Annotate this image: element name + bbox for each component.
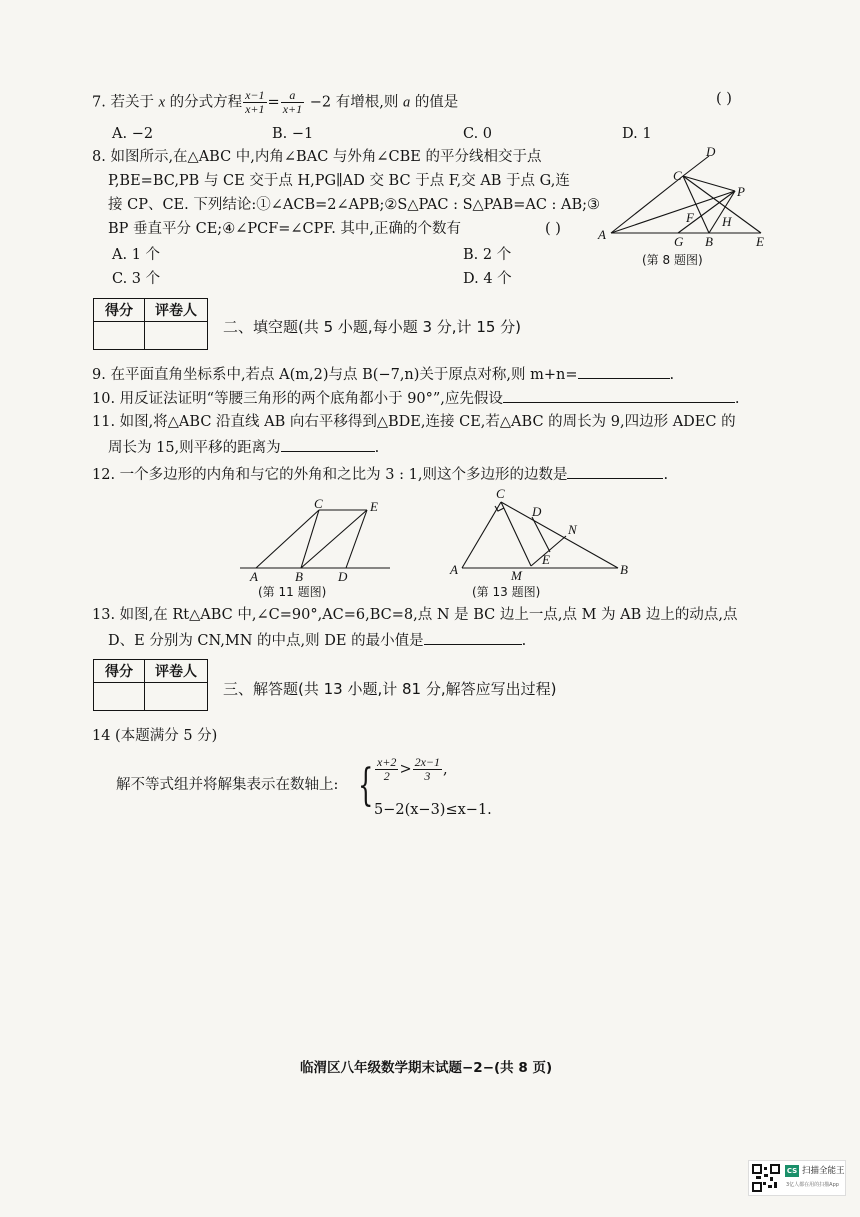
q7-answer-paren: ( ) <box>716 91 732 107</box>
q11-answer-blank[interactable] <box>281 437 375 452</box>
section-2-title: 二、填空题(共 5 小题,每小题 3 分,计 15 分) <box>223 318 522 336</box>
q7-number: 7. <box>92 94 106 111</box>
q13-label-d: D <box>532 504 542 519</box>
q14-header: 14 (本题满分 5 分) <box>92 728 218 744</box>
q7-fraction-2-den: x+1 <box>282 102 303 116</box>
q13-label-b: B <box>620 562 628 577</box>
q10-end: . <box>734 391 740 407</box>
q13-end: . <box>521 633 527 649</box>
q11-label-a: A <box>250 569 258 584</box>
score-table-3-cell-grader[interactable] <box>145 683 208 711</box>
q11-figure-caption: (第 11 题图) <box>258 585 327 599</box>
q13-line-2-text: D、E 分别为 CN,MN 的中点,则 DE 的最小值是 <box>108 633 424 649</box>
q7-fraction-1 <box>243 89 266 116</box>
q13-line-ca <box>462 502 501 568</box>
scanner-badge-label: 扫描全能王 <box>802 1166 845 1176</box>
q12-end: . <box>663 467 669 483</box>
q13-label-m: M <box>511 568 522 582</box>
scanner-badge-subtitle: 3亿人都在用的扫描App <box>786 1182 839 1188</box>
q8-label-p: P <box>737 184 745 199</box>
q7-option-b: B. −1 <box>272 126 314 142</box>
score-table-cell-grader[interactable] <box>145 322 208 350</box>
q12-text: 12. 一个多边形的内角和与它的外角和之比为 3 : 1,则这个多边形的边数是 <box>92 467 568 483</box>
q13-line-1: 13. 如图,在 Rt△ABC 中,∠C=90°,AC=6,BC=8,点 N 是 BC 边上一点,点 M 为 AB 边上的动点,点 <box>92 607 738 623</box>
score-table-3-header-score: 得分 <box>94 660 145 683</box>
q14-ineq1-left-den: 2 <box>383 769 390 783</box>
camscanner-logo-icon: CS <box>786 1167 798 1175</box>
q7-fraction-2 <box>281 89 304 116</box>
q10-text: 10. 用反证法证明“等腰三角形的两个底角都小于 90°”,应先假设 <box>92 391 503 407</box>
score-table-section-2 <box>93 298 208 350</box>
q14-brace: { <box>358 760 374 811</box>
page-footer: 临渭区八年级数学期末试题−2−(共 8 页) <box>300 1060 553 1076</box>
q13-label-a: A <box>450 562 458 577</box>
q9-stem <box>92 364 674 385</box>
q8-line-cp <box>683 176 735 191</box>
q13-line-cm <box>501 502 531 566</box>
q14-inequality-1 <box>374 756 448 783</box>
score-table-header-grader: 评卷人 <box>145 299 208 322</box>
q8-line-3: 接 CP、CE. 下列结论:①∠ACB=2∠APB;②S△PAC : S△PAB=AC : AB;③ <box>108 197 601 213</box>
q7-text-c: −2 有增根,则 <box>309 94 399 111</box>
score-table-section-3 <box>93 659 208 711</box>
q8-figure <box>596 144 776 254</box>
q8-line-ap <box>611 191 735 233</box>
scanner-badge <box>748 1160 846 1196</box>
q12-answer-blank[interactable] <box>567 464 663 479</box>
q14-instruction: 解不等式组并将解集表示在数轴上: <box>116 777 339 793</box>
q14-ineq1-left-num: x+2 <box>377 755 397 769</box>
q11-label-b: B <box>295 569 303 584</box>
q8-option-a: A. 1 个 <box>112 247 161 263</box>
q13-label-e: E <box>542 552 550 567</box>
q8-line-ac <box>611 176 683 233</box>
q9-answer-blank[interactable] <box>578 364 670 379</box>
q8-label-a: A <box>598 227 606 242</box>
q8-line-4: BP 垂直平分 CE;④∠PCF=∠CPF. 其中,正确的个数有 <box>108 221 462 237</box>
q11-line-1: 11. 如图,将△ABC 沿直线 AB 向右平移得到△BDE,连接 CE,若△ABC 的周长为 9,四边形 ADEC 的 <box>92 414 736 430</box>
q11-line-be <box>301 510 367 568</box>
q14-inequality-2: 5−2(x−3)≤x−1. <box>374 802 492 818</box>
q7-equals: = <box>267 94 280 111</box>
q7-text-a: 若关于 <box>110 94 154 111</box>
q8-label-f: F <box>686 210 694 225</box>
q7-fraction-1-num: x−1 <box>245 88 265 102</box>
q8-label-h: H <box>722 214 732 229</box>
q13-line-cb <box>501 502 618 568</box>
q14-ineq1-op: > <box>399 761 412 778</box>
q9-end: . <box>669 367 675 383</box>
q8-option-c: C. 3 个 <box>112 271 161 287</box>
q13-answer-blank[interactable] <box>424 630 522 645</box>
q13-line-2 <box>108 630 526 651</box>
q11-label-e: E <box>370 499 378 514</box>
q8-line-cd <box>683 156 709 176</box>
q11-line-2 <box>108 437 379 458</box>
q8-option-d: D. 4 个 <box>463 271 512 287</box>
q13-figure-caption: (第 13 题图) <box>472 585 541 599</box>
q7-option-d: D. 1 <box>622 126 652 142</box>
q8-label-d: D <box>706 144 716 159</box>
q8-answer-paren: ( ) <box>545 221 561 237</box>
q10-answer-blank[interactable] <box>503 388 735 403</box>
q11-label-c: C <box>314 496 323 511</box>
q8-line-2: P,BE=BC,PB 与 CE 交于点 H,PG∥AD 交 BC 于点 F,交 AB 于点 G,连 <box>108 173 570 189</box>
q7-var-x: x <box>158 94 165 111</box>
q14-ineq1-left <box>375 756 398 783</box>
score-table-3-cell-score[interactable] <box>94 683 145 711</box>
score-table-header-score: 得分 <box>94 299 145 322</box>
score-table-3-header-grader: 评卷人 <box>145 660 208 683</box>
score-table-cell-score[interactable] <box>94 322 145 350</box>
q8-label-c: C <box>673 168 682 183</box>
q13-line-de <box>532 517 550 552</box>
section-3-title: 三、解答题(共 13 小题,计 81 分,解答应写出过程) <box>223 680 557 698</box>
q14-ineq1-right-num: 2x−1 <box>414 755 441 769</box>
q8-label-b: B <box>705 234 713 249</box>
q9-text: 9. 在平面直角坐标系中,若点 A(m,2)与点 B(−7,n)关于原点对称,则 m+n= <box>92 367 578 383</box>
q7-fraction-2-num: a <box>281 89 304 103</box>
q7-var-a: a <box>402 94 411 111</box>
q14-ineq1-right-den: 3 <box>424 769 431 783</box>
q7-option-c: C. 0 <box>463 126 493 142</box>
q13-figure <box>446 484 636 582</box>
q10-stem <box>92 388 740 409</box>
q8-option-b: B. 2 个 <box>463 247 512 263</box>
q14-ineq1-right <box>413 756 442 783</box>
q11-end: . <box>374 440 380 456</box>
q8-label-g: G <box>674 234 684 249</box>
q7-text-d: 的值是 <box>414 94 459 111</box>
q13-label-c: C <box>496 486 505 501</box>
q12-stem <box>92 464 668 485</box>
qr-code-icon <box>752 1164 780 1192</box>
q7-option-a: A. −2 <box>112 126 154 142</box>
q8-label-e: E <box>756 234 764 249</box>
q11-line-2-text: 周长为 15,则平移的距离为 <box>108 440 281 456</box>
q11-label-d: D <box>338 569 348 584</box>
q7-fraction-1-den: x+1 <box>245 102 265 116</box>
q8-figure-caption: (第 8 题图) <box>642 253 703 267</box>
q7-stem <box>92 89 458 116</box>
q11-figure <box>236 496 394 584</box>
q13-label-n: N <box>568 522 577 537</box>
q14-ineq1-end: , <box>443 761 448 778</box>
q7-text-b: 的分式方程 <box>169 94 243 111</box>
q8-line-1: 8. 如图所示,在△ABC 中,内角∠BAC 与外角∠CBE 的平分线相交于点 <box>92 149 542 165</box>
